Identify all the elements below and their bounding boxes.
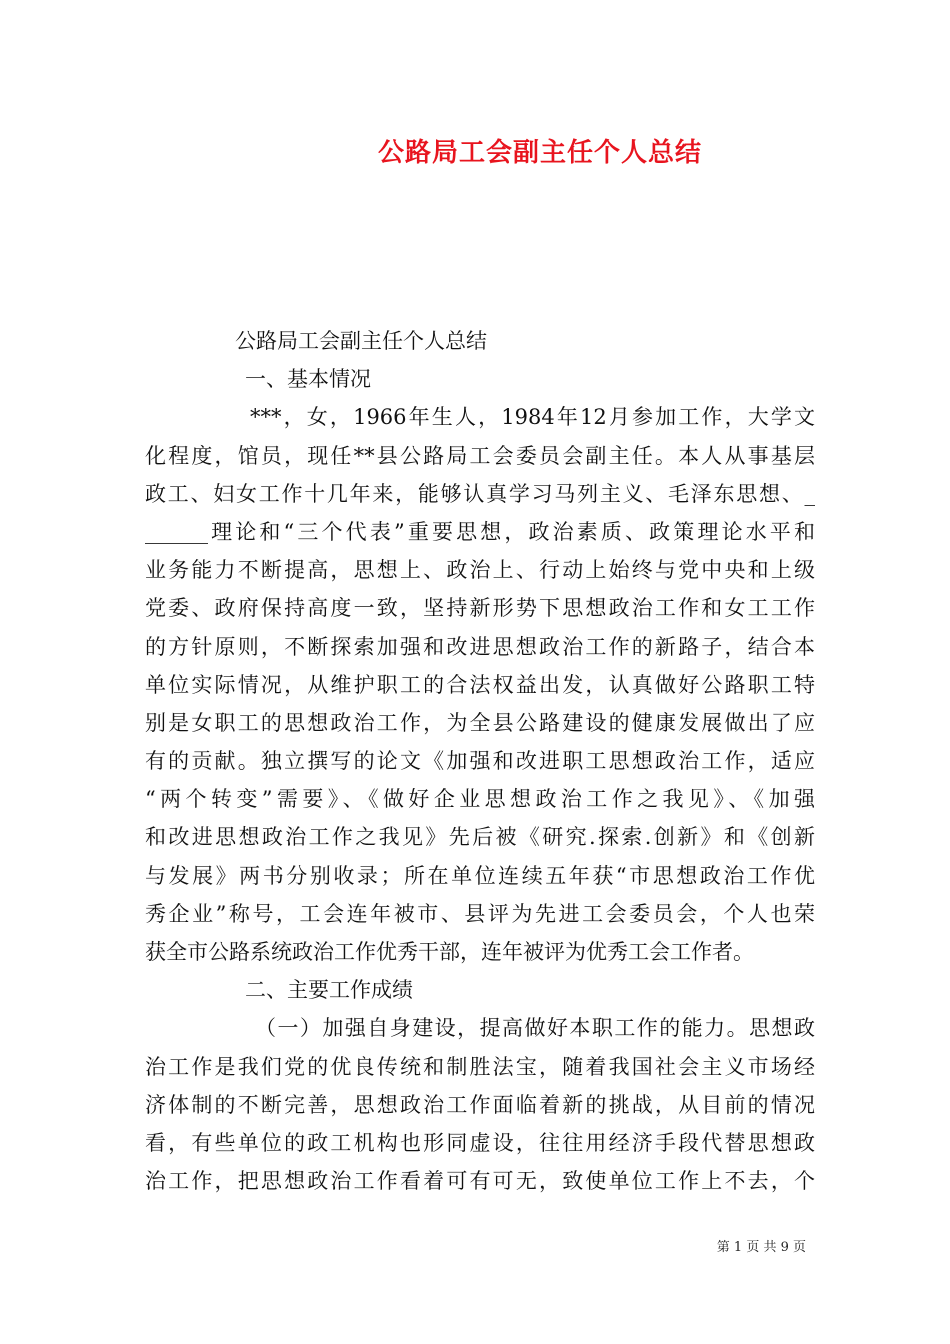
paragraph-line: 治工作是我们党的优良传统和制胜法宝，随着我国社会主义市场经: [145, 1054, 815, 1079]
document-subtitle: 公路局工会副主任个人总结: [235, 329, 487, 353]
paragraph-line: 与发展》两书分别收录；所在单位连续五年获“市思想政治工作优: [145, 863, 815, 888]
section-heading-basic-info: 一、基本情况: [245, 367, 371, 392]
paragraph-line: 业务能力不断提高，思想上、政治上、行动上始终与党中央和上级: [145, 558, 815, 583]
paragraph-line: 秀企业”称号，工会连年被市、县评为先进工会委员会，个人也荣: [145, 901, 815, 926]
document-title: 公路局工会副主任个人总结: [377, 138, 702, 168]
paragraph-line: 政工、妇女工作十几年来，能够认真学习马列主义、毛泽东思想、_: [145, 481, 815, 506]
paragraph-line: 化程度，馆员，现任**县公路局工会委员会副主任。本人从事基层: [145, 443, 815, 468]
paragraph-line: 有的贡献。独立撰写的论文《加强和改进职工思想政治工作，适应: [145, 749, 815, 774]
paragraph-line: 济体制的不断完善，思想政治工作面临着新的挑战，从目前的情况: [145, 1092, 815, 1117]
paragraph-line: 看，有些单位的政工机构也形同虚设，往往用经济手段代替思想政: [145, 1130, 815, 1155]
section-heading-main-achievements: 二、主要工作成绩: [245, 978, 413, 1003]
document-body: [145, 322, 815, 1200]
paragraph-line: ______理论和“三个代表”重要思想，政治素质、政策理论水平和: [145, 519, 815, 544]
paragraph-line: ***，女，1966年生人，1984年12月参加工作，大学文: [250, 405, 815, 430]
paragraph-line: （一）加强自身建设，提高做好本职工作的能力。思想政: [255, 1016, 815, 1041]
paragraph-line: 单位实际情况，从维护职工的合法权益出发，认真做好公路职工特: [145, 672, 815, 697]
paragraph-line: 获全市公路系统政治工作优秀干部，连年被评为优秀工会工作者。: [145, 940, 754, 964]
page-number-footer: 第 1 页 共 9 页: [716, 1240, 806, 1255]
paragraph-line: 党委、政府保持高度一致，坚持新形势下思想政治工作和女工工作: [145, 596, 815, 621]
paragraph-line: 的方针原则，不断探索加强和改进思想政治工作的新路子，结合本: [145, 634, 815, 659]
paragraph-line: 治工作，把思想政治工作看着可有可无，致使单位工作上不去，个: [145, 1169, 815, 1194]
paragraph-line: 别是女职工的思想政治工作，为全县公路建设的健康发展做出了应: [145, 710, 815, 735]
paragraph-line: “两个转变”需要》、《做好企业思想政治工作之我见》、《加强: [145, 787, 815, 812]
paragraph-line: 和改进思想政治工作之我见》先后被《研究.探索.创新》和《创新: [145, 825, 815, 850]
